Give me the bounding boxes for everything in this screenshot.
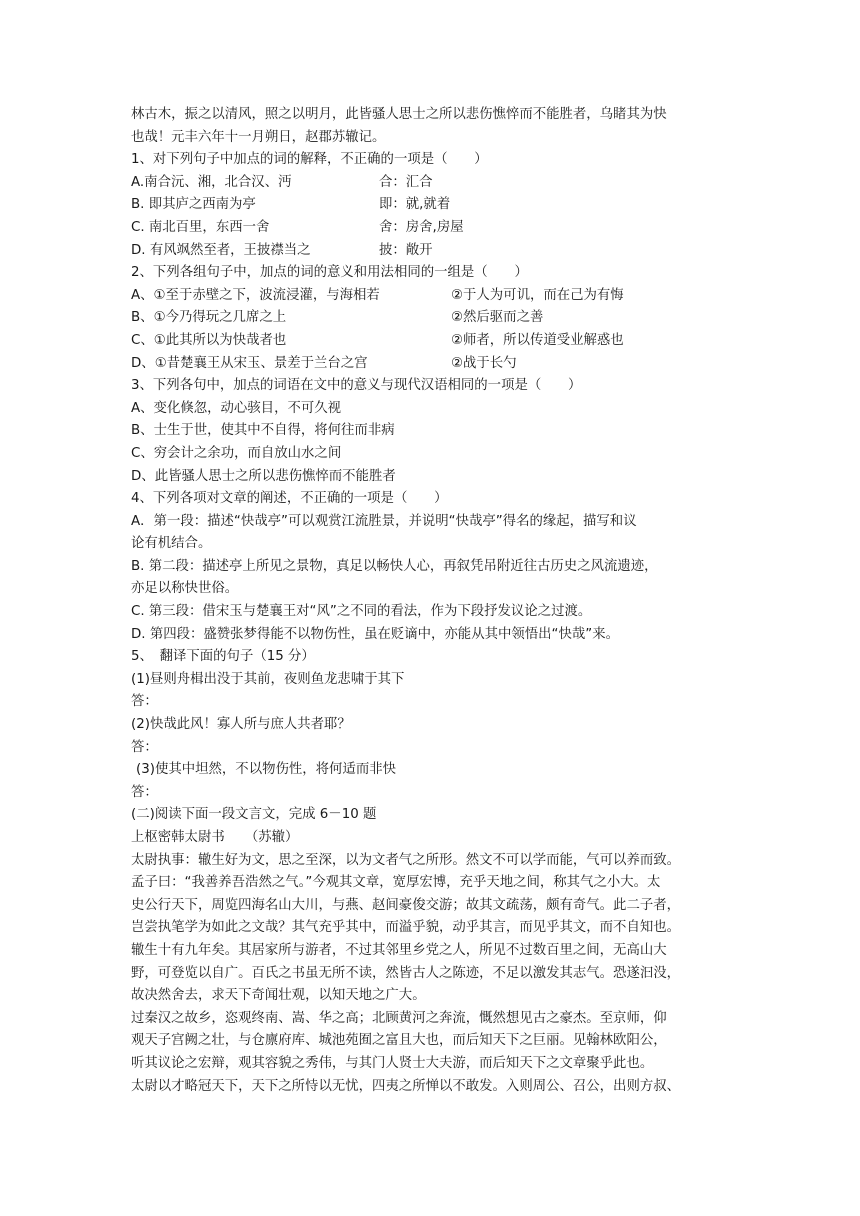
question-3-option-c: C、穷会计之余功，而自放山水之间 <box>131 445 342 461</box>
passage-line: 岂尝执笔学为如此之文哉？其气充乎其中，而溢乎貌，动乎其言，而见乎其文，而不自知也。 <box>131 920 681 936</box>
passage-line: 观天子宫阙之壮，与仓廪府库、城池苑囿之富且大也，而后知天下之巨丽。见翰林欧阳公， <box>131 1033 667 1049</box>
translation-item-1: (1)昼则舟楫出没于其前，夜则鱼龙悲啸于其下 <box>131 671 405 687</box>
question-1-stem: 1、对下列句子中加点的词的解释，不正确的一项是（ ） <box>131 152 488 168</box>
passage-line: 太尉以才略冠天下，天下之所恃以无忧，四夷之所惮以不敢发。入则周公、召公，出则方叔、 <box>131 1078 681 1094</box>
question-3-option-b: B、士生于世，使其中不自得，将何往而非病 <box>131 423 395 439</box>
question-4-stem: 4、下列各项对文章的阐述，不正确的一项是（ ） <box>131 491 448 507</box>
option-sentence-2: ②战于长勺 <box>451 355 517 371</box>
question-3-option-a: A、变化倏忽，动心骇目，不可久视 <box>131 400 342 416</box>
answer-label: 答： <box>131 784 158 800</box>
question-1-option-b <box>131 194 731 217</box>
option-gloss: 合：汇合 <box>379 174 433 190</box>
question-2-option-a <box>131 285 731 308</box>
passage-line: 辙生十有九年矣。其居家所与游者，不过其邻里乡党之人，所见不过数百里之间，无高山大 <box>131 942 667 958</box>
option-sentence-1: D、①昔楚襄王从宋玉、景差于兰台之宫 <box>131 355 368 371</box>
option-sentence: C. 南北百里，东西一舍 <box>131 219 270 235</box>
option-sentence-1: C、①此其所以为快哉者也 <box>131 332 287 348</box>
passage-line: 故决然舍去，求天下奇闻壮观，以知天地之广大。 <box>131 988 426 1004</box>
passage-title: 上枢密韩太尉书 （苏辙） <box>131 830 299 845</box>
question-5-stem: 5、 翻译下面的句子（15 分） <box>131 649 315 665</box>
passage-line: 过秦汉之故乡，恣观终南、嵩、华之高；北顾黄河之奔流，慨然想见古之豪杰。至京师，仰 <box>131 1010 667 1026</box>
question-4-option-a: A．第一段：描述“快哉亭”可以观赏江流胜景，并说明“快哉亭”得名的缘起，描写和议 <box>131 513 637 529</box>
question-3-stem: 3、下列各句中，加点的词语在文中的意义与现代汉语相同的一项是（ ） <box>131 378 582 394</box>
option-gloss: 披：敞开 <box>379 242 433 258</box>
option-sentence-1: A、①至于赤壁之下，波流浸灌，与海相若 <box>131 287 380 303</box>
passage-line: 野，可登览以自广。百氏之书虽无所不读，然皆古人之陈迹，不足以激发其志气。恐遂汩没， <box>131 965 681 981</box>
option-sentence: D. 有风飒然至者，王披襟当之 <box>131 242 311 258</box>
passage-line: 太尉执事：辙生好为文，思之至深，以为文者气之所形。然文不可以学而能，气可以养而致。 <box>131 852 681 868</box>
question-2-option-c <box>131 330 731 353</box>
passage-line: 听其议论之宏辩，观其容貌之秀伟，与其门人贤士大夫游，而后知天下之文章聚乎此也。 <box>131 1055 654 1071</box>
question-2-stem: 2、下列各组句子中，加点的词的意义和用法相同的一组是（ ） <box>131 265 528 281</box>
question-4-option-c: C. 第三段：借宋玉与楚襄王对“风”之不同的看法，作为下段抒发议论之过渡。 <box>131 604 592 620</box>
document-page <box>131 104 731 1098</box>
translation-item-3: (3)使其中坦然，不以物伤性，将何适而非快 <box>136 762 396 778</box>
translation-item-2: (2)快哉此风！寡人所与庶人共者耶？ <box>131 717 351 733</box>
question-4-option-a-cont: 论有机结合。 <box>131 536 212 552</box>
question-1-option-d <box>131 240 731 263</box>
question-2-option-d <box>131 353 731 376</box>
answer-label: 答： <box>131 739 158 755</box>
option-sentence-2: ②于人为可讥，而在己为有悔 <box>451 287 624 303</box>
question-4-option-b-cont: 亦足以称快世俗。 <box>131 581 239 597</box>
question-1-option-a <box>131 172 731 195</box>
question-1-option-c <box>131 217 731 240</box>
question-4-option-b: B. 第二段：描述亭上所见之景物，真足以畅快人心，再叙凭吊附近往古历史之风流遗迹， <box>131 558 658 574</box>
answer-label: 答： <box>131 694 158 710</box>
text-line: 也哉！元丰六年十一月朔日，赵郡苏辙记。 <box>131 129 386 145</box>
option-sentence-1: B、①今乃得玩之几席之上 <box>131 310 287 326</box>
option-gloss: 即：就,就着 <box>379 197 451 213</box>
question-3-option-d: D、此皆骚人思士之所以悲伤憔悴而不能胜者 <box>131 468 396 484</box>
option-sentence-2: ②然后驱而之善 <box>451 310 544 326</box>
option-sentence: B. 即其庐之西南为亭 <box>131 197 256 213</box>
option-sentence-2: ②师者，所以传道受业解惑也 <box>451 332 624 348</box>
question-2-option-b <box>131 307 731 330</box>
option-gloss: 舍：房舍,房屋 <box>379 219 464 235</box>
passage-line: 史公行天下，周览四海名山大川，与燕、赵间豪俊交游；故其文疏荡，颇有奇气。此二子者， <box>131 897 681 913</box>
question-4-option-d: D. 第四段：盛赞张梦得能不以物伤性，虽在贬谪中，亦能从其中领悟出“快哉”来。 <box>131 626 619 642</box>
section-heading: (二)阅读下面一段文言文，完成 6－10 题 <box>131 807 377 823</box>
option-sentence: A.南合沅、湘，北合汉、沔 <box>131 174 292 190</box>
text-line: 林古木，振之以清风，照之以明月，此皆骚人思士之所以悲伤憔悴而不能胜者，乌睹其为快 <box>131 107 667 122</box>
passage-line: 孟子曰：“我善养吾浩然之气。”今观其文章，宽厚宏博，充乎天地之间，称其气之小大。太 <box>131 875 661 891</box>
